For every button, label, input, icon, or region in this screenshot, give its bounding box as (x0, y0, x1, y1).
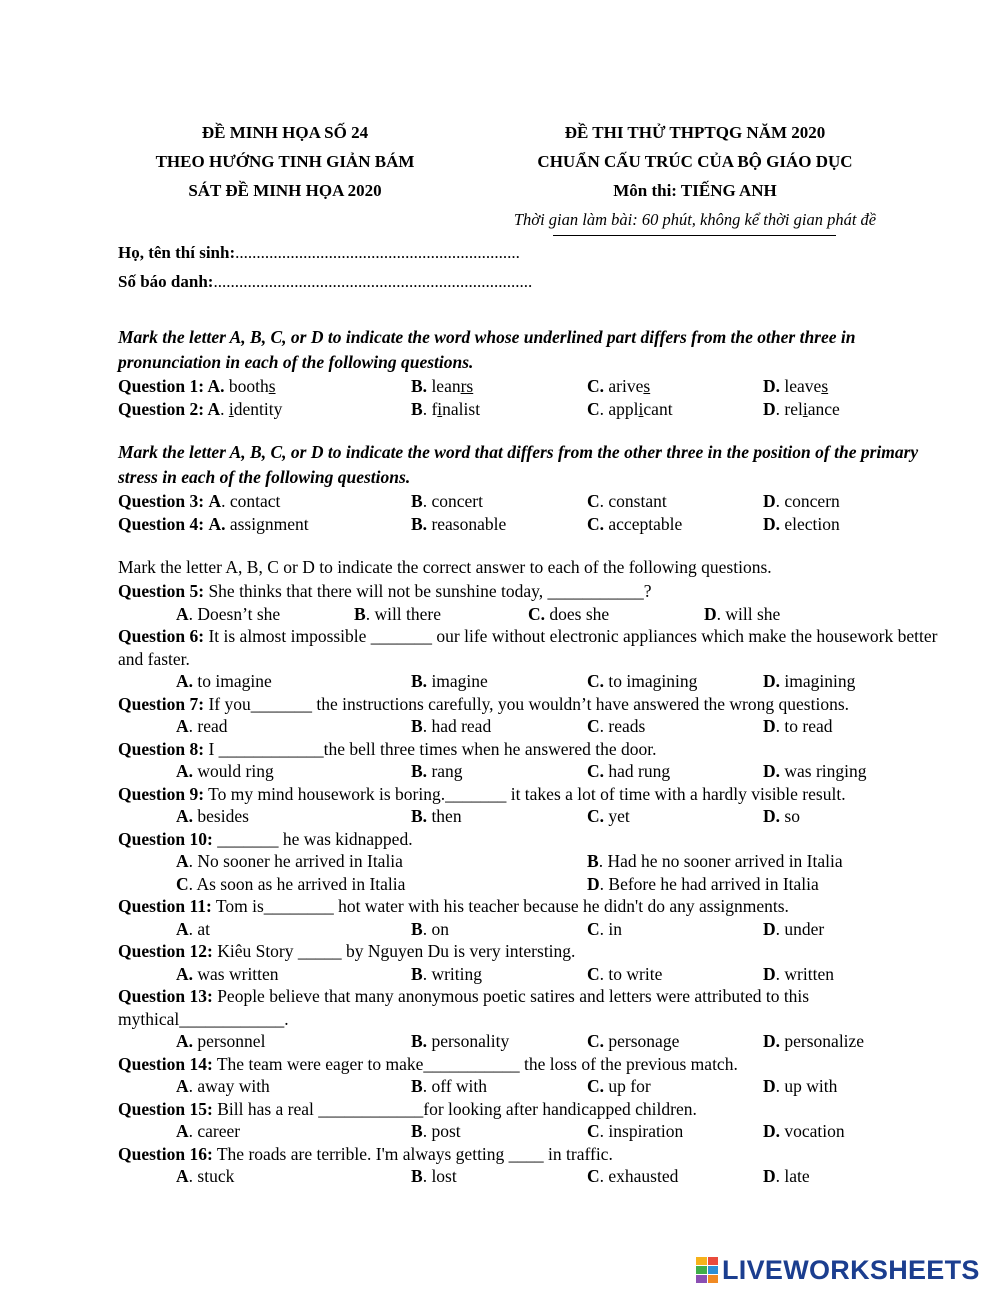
question-9-option-d: D. so (763, 806, 800, 826)
question-13-option-b: B. personality (411, 1031, 510, 1051)
question-5-option-b: B. will there (354, 603, 442, 624)
section-1-instruction: Mark the letter A, B, C, or D to indicate the word whose underlined part differs from the other three in pronunciation in each of the following questions. (118, 327, 856, 372)
question-16-option-d: D. late (763, 1166, 810, 1186)
question-2 (118, 398, 948, 421)
question-16-option-b: B. lost (411, 1166, 457, 1186)
question-16-option-c: C. exhausted (587, 1166, 679, 1186)
question-15-options (118, 1120, 948, 1143)
question-6-option-b: B. imagine (411, 671, 488, 691)
question-11-stem: Question 11: Tom is________ hot water with his teacher because he didn't do any assignments. (118, 896, 789, 916)
question-12-options (118, 963, 948, 986)
question-6-option-c: C. to imagining (587, 671, 698, 691)
question-3-option-a: Question 3: A. contact (118, 491, 281, 511)
question-7-option-b: B. had read (411, 716, 492, 736)
candidate-id-dots: ........................................................................... (213, 272, 533, 291)
question-9-option-c: C. yet (587, 806, 630, 826)
question-7-stem: Question 7: If you_______ the instructions carefully, you wouldn’t have answered the wrong questions. (118, 693, 849, 714)
question-11-option-c: C. in (587, 918, 623, 939)
question-12-option-d: D. written (763, 963, 834, 984)
question-8-option-a: A. would ring (176, 761, 274, 781)
header-right (480, 118, 910, 234)
question-4-option-c: C. acceptable (587, 513, 683, 534)
question-16-stem: Question 16: The roads are terrible. I'm always getting ____ in traffic. (118, 1143, 613, 1164)
question-3 (118, 490, 948, 513)
question-4-option-a: Question 4: A. assignment (118, 513, 309, 534)
question-7-option-d: D. to read (763, 716, 833, 736)
question-11-option-d: D. under (763, 918, 825, 939)
question-7-option-c: C. reads (587, 716, 646, 736)
question-6-stem: Question 6: It is almost impossible _______ our life without electronic appliances which make the housework better and faster. (118, 626, 938, 669)
liveworksheets-logo-icon (696, 1257, 718, 1283)
question-10-option-d: D. Before he had arrived in Italia (587, 873, 819, 894)
question-1 (118, 375, 948, 398)
section-2-instruction: Mark the letter A, B, C, or D to indicate the word that differs from the other three in the position of the primary stress in each of the following questions. (118, 442, 919, 487)
question-13-option-a: A. personnel (176, 1031, 266, 1051)
question-10-option-a: A. No sooner he arrived in Italia (176, 851, 403, 871)
question-1-option-a: Question 1: A. booths (118, 376, 276, 396)
question-2-option-d: D. reliance (763, 398, 840, 419)
question-13-option-c: C. personage (587, 1031, 680, 1051)
question-content (118, 325, 948, 1188)
question-2-option-b: B. finalist (411, 398, 481, 419)
question-8-option-b: B. rang (411, 761, 463, 781)
question-15-stem: Question 15: Bill has a real ____________for looking after handicapped children. (118, 1098, 697, 1119)
candidate-name-dots: ................................................................... (235, 243, 520, 262)
question-8-option-d: D. was ringing (763, 761, 867, 781)
question-12-option-a: A. was written (176, 963, 279, 984)
candidate-id-field (118, 272, 532, 292)
question-13-options (118, 1030, 948, 1053)
question-1-option-d: D. leaves (763, 376, 829, 396)
question-14-option-b: B. off with (411, 1076, 488, 1096)
question-8-stem: Question 8: I ____________the bell three times when he answered the door. (118, 738, 657, 759)
question-6-option-d: D. imagining (763, 671, 856, 691)
question-14-option-d: D. up with (763, 1076, 838, 1096)
question-12-stem: Question 12: Kiêu Story _____ by Nguyen Du is very intersting. (118, 941, 576, 961)
header-divider (553, 235, 836, 236)
question-14-option-a: A. away with (176, 1076, 270, 1096)
question-14-stem: Question 14: The team were eager to make___________ the loss of the previous match. (118, 1053, 738, 1074)
question-9-stem: Question 9: To my mind housework is boring._______ it takes a lot of time with a hardly visible result. (118, 783, 846, 804)
header-left-line-1: ĐỀ MINH HỌA SỐ 24 (201, 123, 369, 142)
question-9-option-a: A. besides (176, 806, 249, 826)
header-right-line-2: CHUẨN CẤU TRÚC CỦA BỘ GIÁO DỤC (537, 152, 853, 171)
header-left-line-3: SÁT ĐỀ MINH HỌA 2020 (188, 181, 382, 200)
question-2-option-c: C. applicant (587, 398, 673, 419)
question-16-options (118, 1165, 948, 1188)
header-right-line-1: ĐỀ THI THỬ THPTQG NĂM 2020 (564, 123, 826, 142)
exam-time: Thời gian làm bài: 60 phút, không kể thời gian phát đề (513, 210, 877, 229)
question-11-option-b: B. on (411, 918, 449, 939)
liveworksheets-logo-text: LIVEWORKSHEETS (722, 1254, 980, 1285)
question-5-options (118, 603, 948, 626)
header-left (130, 118, 440, 205)
candidate-id-label: Số báo danh: (118, 272, 214, 291)
question-10-option-c: C. As soon as he arrived in Italia (176, 873, 406, 894)
question-10-options-cd (118, 873, 948, 896)
candidate-name-field (118, 243, 520, 263)
question-1-option-c: C. arives (587, 376, 651, 396)
question-11-option-a: A. at (176, 918, 211, 939)
question-10-option-b: B. Had he no sooner arrived in Italia (587, 851, 843, 871)
question-13-stem: Question 13: People believe that many anonymous poetic satires and letters were attributed to this mythical____________. (118, 986, 810, 1029)
question-15-option-b: B. post (411, 1121, 461, 1141)
question-10-stem: Question 10: _______ he was kidnapped. (118, 828, 413, 849)
question-15-option-c: C. inspiration (587, 1121, 684, 1141)
question-6-option-a: A. to imagine (176, 671, 272, 691)
question-6-options (118, 670, 948, 693)
header-right-line-3: Môn thi: TIẾNG ANH (613, 181, 777, 200)
question-4-option-b: B. reasonable (411, 513, 507, 534)
question-9-option-b: B. then (411, 806, 462, 826)
question-3-option-d: D. concern (763, 491, 840, 511)
question-5-option-a: A. Doesn’t she (176, 603, 281, 624)
question-4 (118, 513, 948, 536)
header-left-line-2: THEO HƯỚNG TINH GIẢN BÁM (155, 152, 415, 171)
question-1-option-b: B. leanrs (411, 376, 474, 396)
question-15-option-d: D. vocation (763, 1121, 845, 1141)
question-9-options (118, 805, 948, 828)
question-8-option-c: C. had rung (587, 761, 671, 781)
question-16-option-a: A. stuck (176, 1166, 235, 1186)
question-3-option-c: C. constant (587, 491, 667, 511)
question-5-option-d: D. will she (704, 603, 781, 624)
question-7-options (118, 715, 948, 738)
question-7-option-a: A. read (176, 716, 228, 736)
liveworksheets-logo[interactable] (696, 1254, 980, 1286)
question-5-stem: Question 5: She thinks that there will not be sunshine today, ___________? (118, 581, 652, 601)
question-12-option-b: B. writing (411, 963, 482, 984)
question-4-option-d: D. election (763, 513, 840, 534)
section-3-instruction: Mark the letter A, B, C or D to indicate the correct answer to each of the following questions. (118, 557, 772, 577)
question-3-option-b: B. concert (411, 491, 483, 511)
question-12-option-c: C. to write (587, 963, 663, 984)
question-5-option-c: C. does she (528, 603, 610, 624)
question-14-options (118, 1075, 948, 1098)
question-15-option-a: A. career (176, 1121, 241, 1141)
question-14-option-c: C. up for (587, 1076, 651, 1096)
question-13-option-d: D. personalize (763, 1031, 865, 1051)
question-8-options (118, 760, 948, 783)
question-2-option-a: Question 2: A. identity (118, 398, 283, 419)
question-10-options-ab (118, 850, 948, 873)
question-11-options (118, 918, 948, 941)
candidate-name-label: Họ, tên thí sinh: (118, 243, 236, 262)
